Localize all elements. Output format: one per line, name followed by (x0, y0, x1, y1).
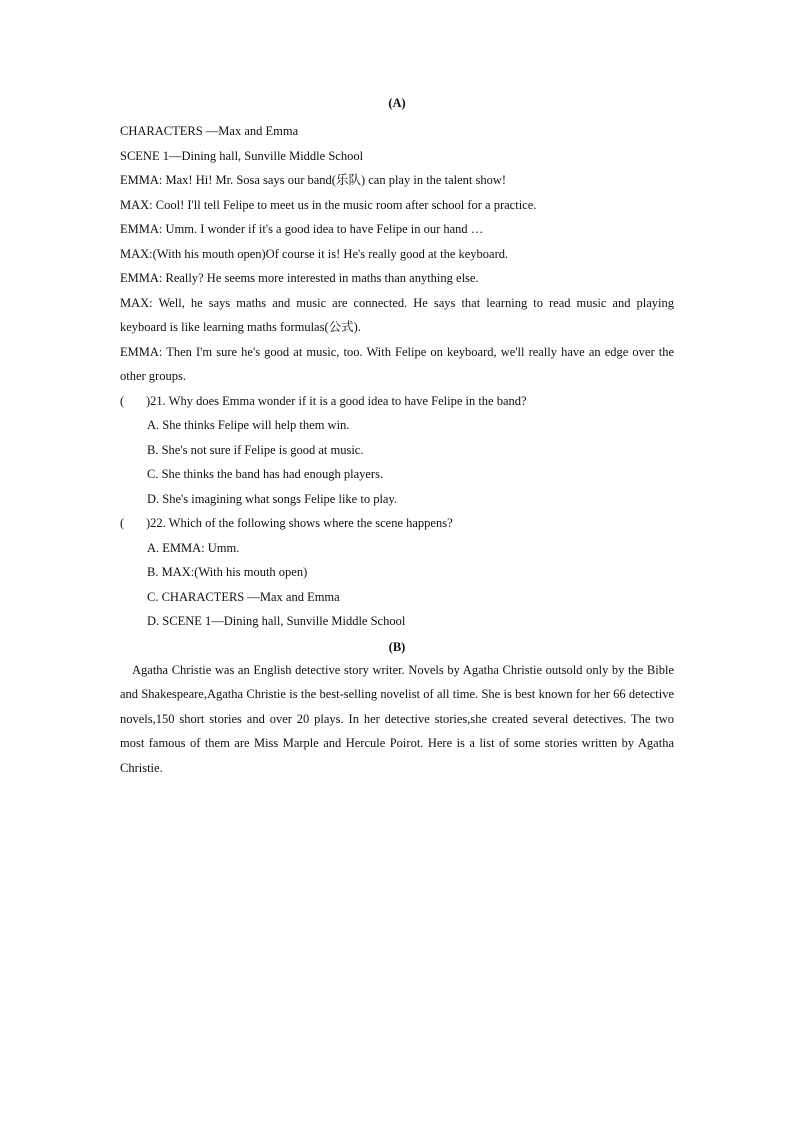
dialogue-line: EMMA: Umm. I wonder if it's a good idea to have Felipe in our hand … (120, 222, 484, 236)
option-c: C. CHARACTERS —Max and Emma (147, 589, 340, 604)
dialogue-line: EMMA: Really? He seems more interested in maths than anything else. (120, 271, 479, 285)
answer-bracket: ( (120, 393, 125, 408)
dialogue-line: MAX:(With his mouth open)Of course it is! He's really good at the keyboard. (120, 246, 509, 261)
dialogue-line: EMMA: Max! Hi! Mr. Sosa says our band(乐队) can play in the talent show! (120, 173, 507, 187)
option-d: D. She's imagining what songs Felipe like to play. (147, 491, 398, 506)
option-c: C. She thinks the band has had enough players. (147, 467, 384, 481)
dialogue-line: MAX: Cool! I'll tell Felipe to meet us in the music room after school for a practice. (120, 197, 537, 212)
dialogue-line: EMMA: Then I'm sure he's good at music, too. With Felipe on keyboard, we'll really have an edge over the other groups. (120, 344, 674, 383)
section-a-title: (A) (388, 96, 406, 110)
question-22 (120, 511, 674, 536)
section-b-title: (B) (388, 639, 406, 654)
document-page (120, 92, 674, 780)
characters-line: CHARACTERS —Max and Emma (120, 124, 299, 138)
question-stem: )21. Why does Emma wonder if it is a good idea to have Felipe in the band? (146, 393, 527, 408)
option-a: A. She thinks Felipe will help them win. (147, 418, 350, 432)
question-21 (120, 389, 674, 414)
option-a: A. EMMA: Umm. (147, 540, 240, 555)
scene-line: SCENE 1—Dining hall, Sunville Middle School (120, 148, 364, 163)
option-d: D. SCENE 1—Dining hall, Sunville Middle School (147, 614, 406, 628)
option-b: B. MAX:(With his mouth open) (147, 565, 308, 579)
answer-bracket: ( (120, 516, 125, 530)
passage-text: Agatha Christie was an English detective story writer. Novels by Agatha Christie outsold only by the Bible and Shakespeare,Agatha Christie is the best-selling novelist of all time. She is best known for her 66 detective novels,150 short stories and over 20 plays. In her detective stories,she created several detectives. The two most famous of them are Miss Marple and Hercule Poirot. Here is a list of some stories written by Agatha Christie. (120, 662, 674, 775)
question-stem: )22. Which of the following shows where the scene happens? (146, 516, 453, 530)
dialogue-line: MAX: Well, he says maths and music are connected. He says that learning to read music and playing keyboard is like learning maths formulas(公式). (120, 295, 674, 334)
option-b: B. She's not sure if Felipe is good at music. (147, 442, 364, 457)
